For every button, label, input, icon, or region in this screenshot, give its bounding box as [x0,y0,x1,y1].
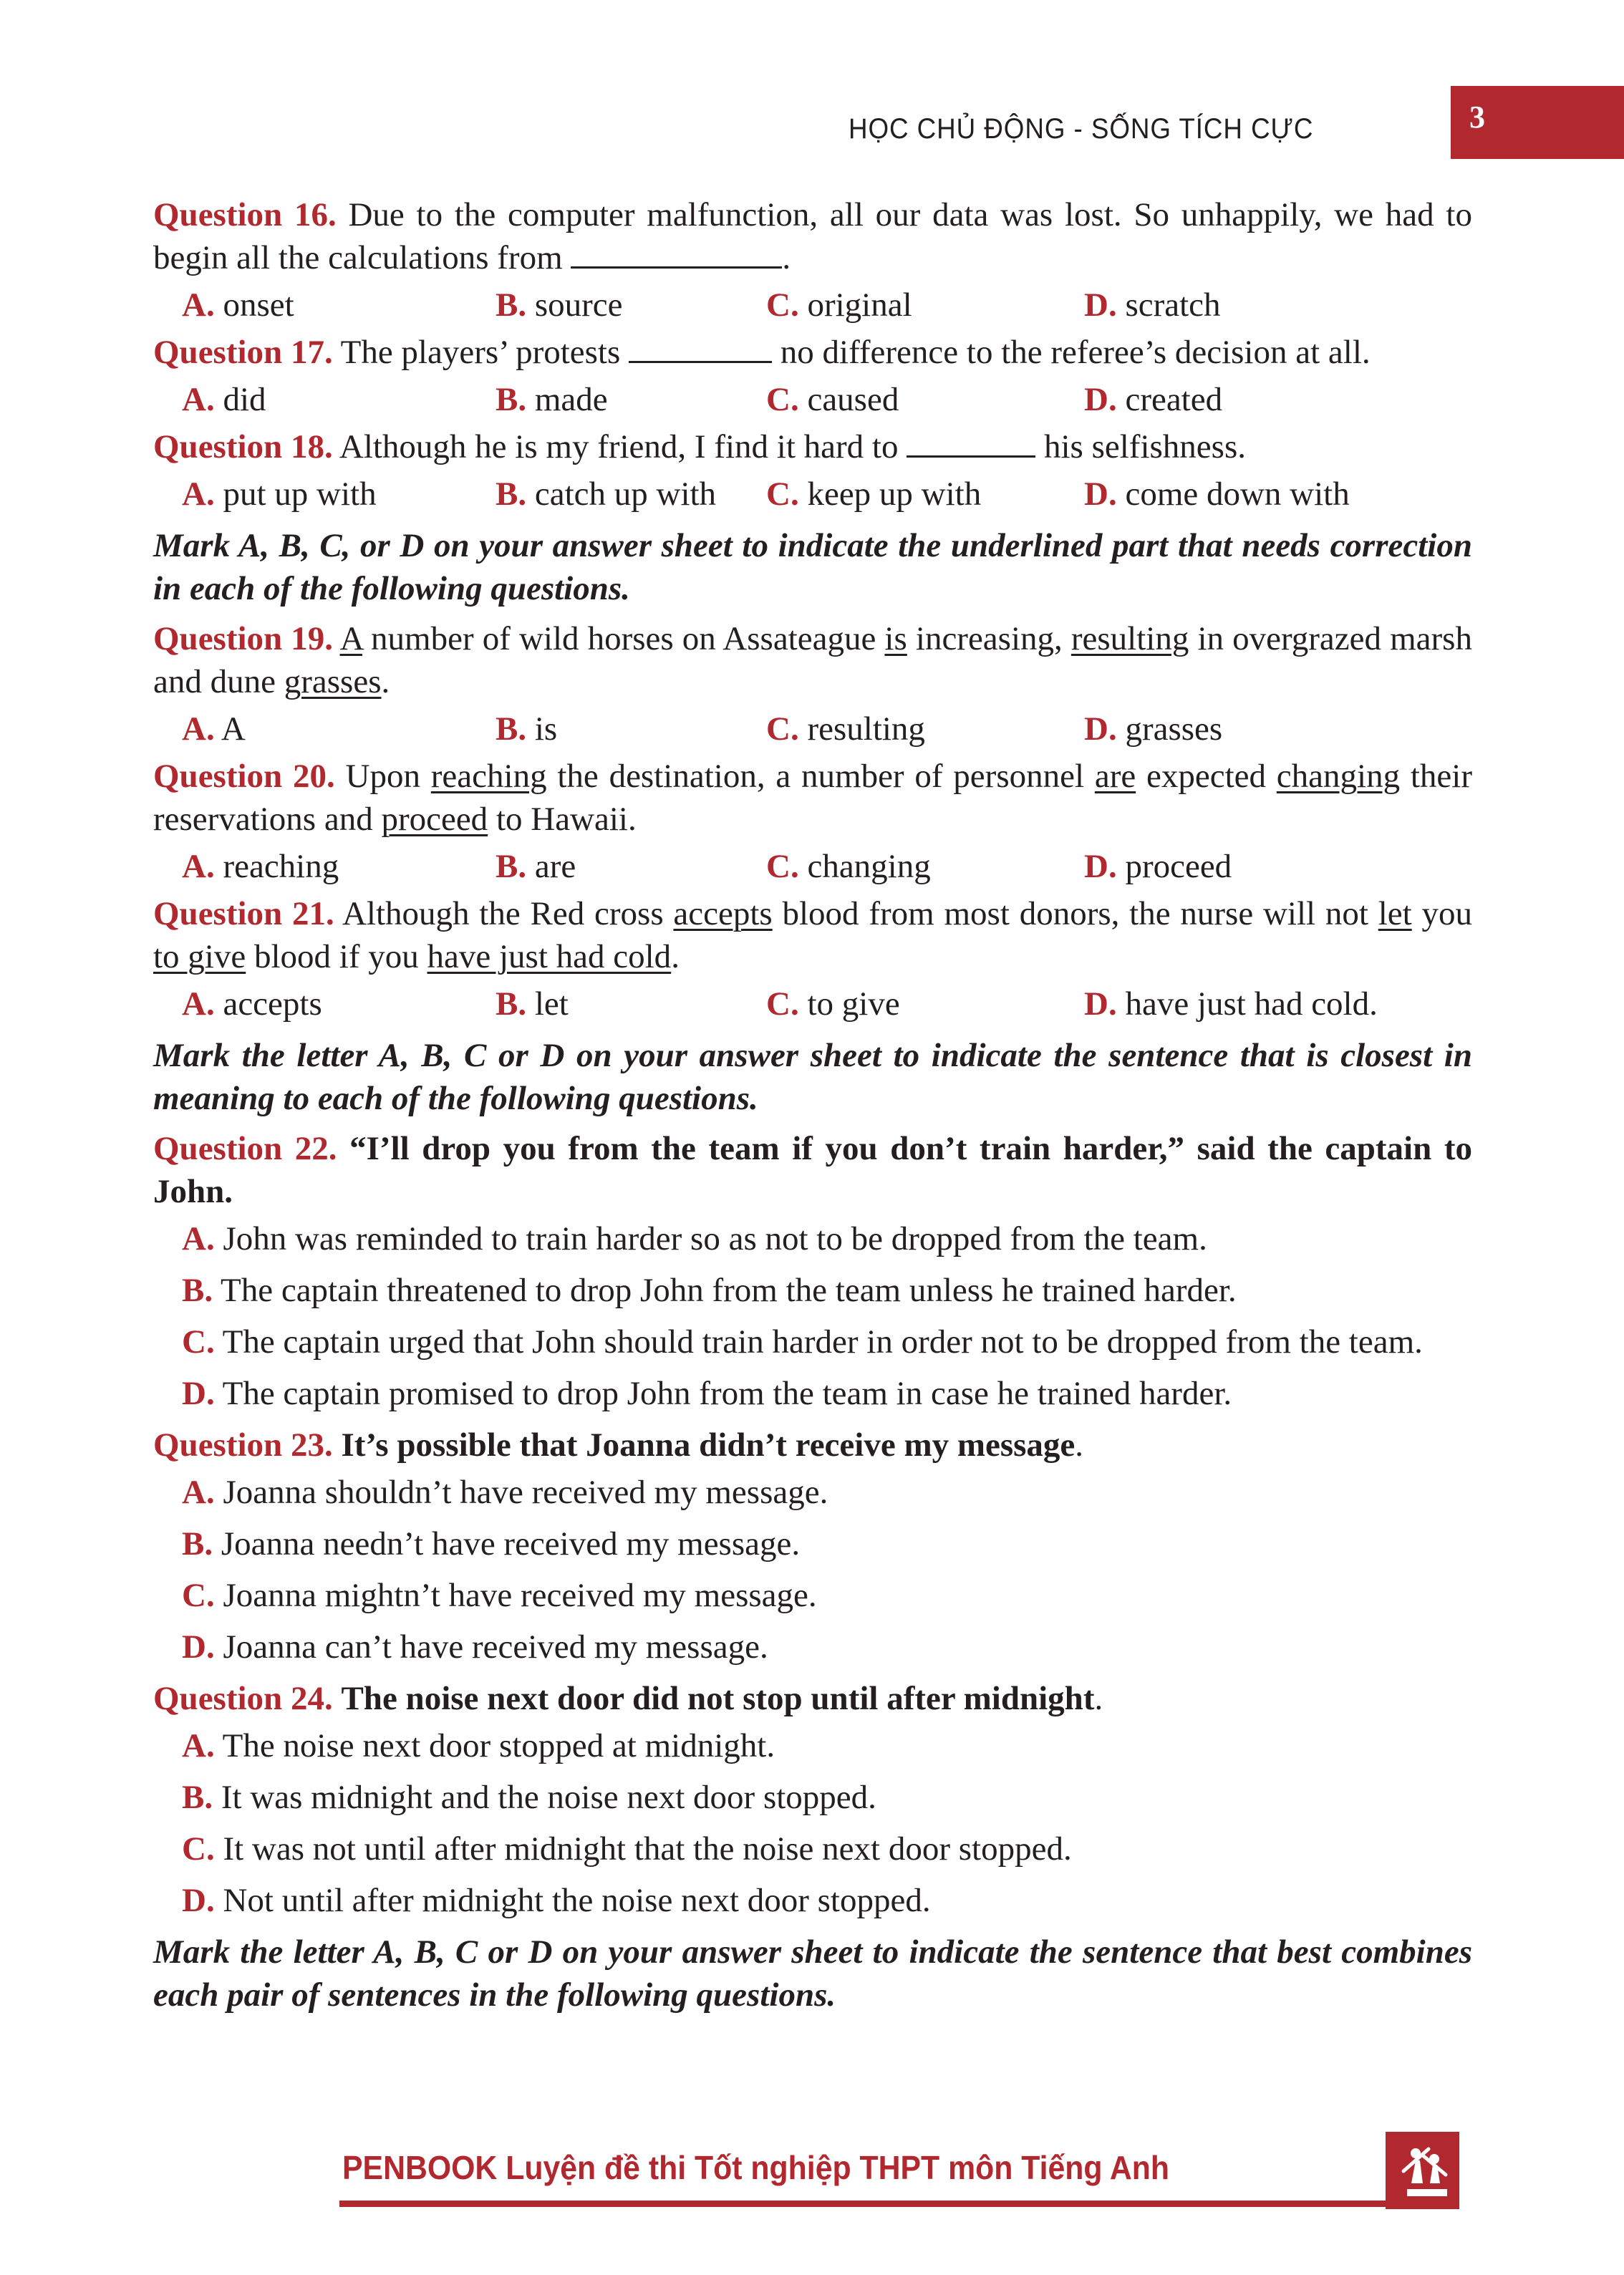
option-letter: B. [496,710,527,748]
underlined-part-d: proceed [381,801,488,838]
option-text: Joanna needn’t have received my message. [221,1525,801,1562]
question-text: Although he is my friend, I find it hard to [339,428,899,465]
option-letter: B. [182,1525,213,1562]
option-a[interactable] [182,284,294,327]
option-letter: D. [182,1882,215,1919]
question-22 [153,1127,1472,1415]
question-text: . [671,938,680,975]
option-text: proceed [1125,848,1232,885]
option-letter: B. [496,475,527,513]
question-text: Due to the computer malfunction, all our data was lost. So unhappily, we had to [348,196,1472,233]
question-label: Question 23. [153,1426,333,1464]
option-text: made [534,381,608,418]
option-text: resulting [807,710,925,748]
option-d[interactable] [1084,982,1378,1025]
option-text: keep up with [807,475,982,513]
option-a[interactable] [153,1724,1472,1767]
section-instruction-closest-meaning: Mark the letter A, B, C or D on your answer sheet to indicate the sentence that is closest in meaning to each of the following questions. [153,1037,1472,1117]
question-stem [153,331,1472,374]
question-text: . [381,663,390,700]
option-text: grasses [1125,710,1223,748]
option-text: caused [807,381,899,418]
options-row [153,279,1472,331]
option-b[interactable] [496,845,576,888]
option-text: scratch [1125,286,1221,324]
option-c[interactable] [153,1827,1472,1870]
option-a[interactable] [182,378,266,421]
option-text: is [534,710,558,748]
question-label: Question 17. [153,334,333,371]
option-b[interactable] [496,378,608,421]
options-list [153,1724,1472,1922]
question-text: you [1411,895,1473,932]
underlined-part-c: changing [1276,758,1401,795]
section-instruction-correction: Mark A, B, C, or D on your answer sheet to indicate the underlined part that needs correction in each of the following questions. [153,527,1472,607]
footer-rule [339,2201,1386,2207]
question-stem [153,617,1472,703]
option-letter: A. [182,381,215,418]
option-letter: A. [182,985,215,1023]
question-17 [153,331,1472,425]
question-stem [153,1127,1472,1213]
option-letter: D. [1084,286,1117,324]
option-b[interactable] [153,1522,1472,1565]
option-text: source [534,286,623,324]
question-text: Although the Red cross [342,895,674,932]
publisher-logo [1386,2132,1459,2209]
option-text: Joanna mightn’t have received my message. [223,1577,817,1614]
option-d[interactable] [1084,707,1222,750]
answer-blank [571,239,782,269]
question-21 [153,892,1472,1030]
question-text: begin all the calculations from [153,239,563,276]
option-text: let [534,985,569,1023]
option-a[interactable] [153,1217,1472,1260]
option-b[interactable] [496,284,623,327]
option-text: reaching [223,848,339,885]
option-b[interactable] [496,982,569,1025]
question-label: Question 16. [153,196,337,233]
option-text: The captain threatened to drop John from the team unless he trained harder. [221,1272,1237,1309]
option-text: It was not until after midnight that the noise next door stopped. [223,1830,1072,1868]
option-letter: D. [1084,475,1117,513]
question-18 [153,425,1472,520]
option-letter: C. [766,381,799,418]
option-letter: B. [182,1779,213,1816]
option-letter: C. [182,1830,215,1868]
question-label: Question 20. [153,758,335,795]
option-d[interactable] [1084,473,1350,516]
option-c[interactable] [766,378,899,421]
answer-blank [907,428,1035,458]
question-stem [153,892,1472,978]
option-a[interactable] [182,982,322,1025]
underlined-part-b: let [1378,895,1412,932]
option-letter: A. [182,475,215,513]
option-text: to give [807,985,900,1023]
underlined-part-d: have just had cold [427,938,672,975]
option-c[interactable] [766,982,900,1025]
question-stem [153,1677,1472,1720]
options-list [153,1217,1472,1415]
option-a[interactable] [182,707,246,750]
question-text: number of wild horses on Assateague [362,620,885,657]
option-text: The captain promised to drop John from the team in case he trained harder. [222,1375,1232,1412]
question-16 [153,193,1472,331]
underlined-part-a: A [339,620,362,657]
section-instruction-combine: Mark the letter A, B, C or D on your answer sheet to indicate the sentence that best combines each pair of sentences in the following questions. [153,1933,1472,2014]
option-text: accepts [223,985,322,1023]
option-letter: B. [496,381,527,418]
option-letter: B. [496,848,527,885]
option-text: It was midnight and the noise next door stopped. [221,1779,876,1816]
option-text: are [534,848,576,885]
option-letter: A. [182,710,215,748]
option-text: onset [223,286,294,324]
options-row [153,468,1472,520]
page-content [153,193,1472,2024]
option-text: Joanna can’t have received my message. [223,1628,768,1666]
option-text: The noise next door stopped at midnight. [222,1727,775,1764]
question-text: . [782,239,791,276]
question-label: Question 21. [153,895,334,932]
option-letter: D. [1084,381,1117,418]
question-text: their reservations and [153,758,1472,838]
question-text: his selfishness. [1043,428,1246,465]
question-text: The noise next door did not stop until after midnight [341,1680,1095,1717]
underlined-part-a: reaching [430,758,547,795]
option-text: did [223,381,266,418]
question-24 [153,1677,1472,1922]
option-letter: C. [182,1577,215,1614]
option-text: John was reminded to train harder so as not to be dropped from the team. [223,1220,1207,1257]
option-letter: D. [1084,848,1117,885]
option-text: Joanna shouldn’t have received my message. [223,1474,828,1511]
option-d[interactable] [153,1879,1472,1922]
option-b[interactable] [496,707,557,750]
option-c[interactable] [766,845,931,888]
underlined-part-c: to give [153,938,246,975]
option-text: Not until after midnight the noise next door stopped. [223,1882,931,1919]
question-stem [153,1424,1472,1467]
options-row [153,703,1472,755]
option-letter: D. [182,1628,215,1666]
underlined-part-c: resulting [1070,620,1189,657]
underlined-part-d: grasses [284,663,382,700]
option-d[interactable] [153,1372,1472,1415]
option-text: The captain urged that John should train harder in order not to be dropped from the team. [222,1323,1423,1361]
option-text: created [1125,381,1223,418]
two-figures-logo-icon [1386,2132,1459,2209]
options-list [153,1471,1472,1668]
option-d[interactable] [1084,378,1222,421]
question-stem [153,425,1472,468]
option-letter: A. [182,848,215,885]
question-23 [153,1424,1472,1668]
question-label: Question 18. [153,428,333,465]
option-letter: C. [766,710,799,748]
underlined-part-b: is [884,620,907,657]
option-letter: D. [182,1375,215,1412]
footer-title: PENBOOK Luyện đề thi Tốt nghiệp THPT môn Tiếng Anh [342,2149,1170,2186]
question-text: . [1094,1680,1103,1717]
option-letter: A. [182,1220,215,1257]
option-letter: C. [766,848,799,885]
question-text: to Hawaii. [488,801,637,838]
question-text: It’s possible that Joanna didn’t receive my message [341,1426,1076,1464]
question-stem [153,755,1472,841]
question-text: no difference to the referee’s decision at all. [780,334,1371,371]
page-number: 3 [1469,100,1485,135]
question-text: increasing, [907,620,1071,657]
option-letter: C. [182,1323,215,1361]
question-label: Question 24. [153,1680,333,1717]
question-20 [153,755,1472,892]
option-letter: C. [766,475,799,513]
option-d[interactable] [153,1626,1472,1668]
underlined-part-b: are [1094,758,1136,795]
question-text: “I’ll drop you from the team if you don’t train harder,” said the captain to John. [153,1130,1472,1210]
question-label: Question 19. [153,620,334,657]
question-text: the destination, a number of personnel [546,758,1095,795]
option-letter: C. [766,985,799,1023]
answer-blank [629,334,772,363]
question-label: Question 22. [153,1130,337,1167]
option-d[interactable] [1084,284,1221,327]
option-c[interactable] [766,707,925,750]
option-letter: C. [766,286,799,324]
option-text: put up with [223,475,377,513]
option-letter: A. [182,286,215,324]
option-a[interactable] [182,845,339,888]
option-letter: A. [182,1727,215,1764]
option-letter: B. [496,985,527,1023]
option-c[interactable] [153,1320,1472,1363]
question-text: The players’ protests [340,334,621,371]
option-a[interactable] [153,1471,1472,1514]
option-text: original [807,286,912,324]
question-text: blood if you [246,938,427,975]
page-number-box [1451,86,1624,159]
option-c[interactable] [153,1574,1472,1617]
option-d[interactable] [1084,845,1232,888]
option-letter: D. [1084,710,1117,748]
underlined-part-a: accepts [673,895,773,932]
question-text: . [1075,1426,1084,1464]
options-row [153,841,1472,892]
question-19 [153,617,1472,755]
option-b[interactable] [153,1776,1472,1819]
option-text: come down with [1125,475,1350,513]
question-text: blood from most donors, the nurse will not [772,895,1378,932]
option-text: A [221,710,246,748]
running-header: HỌC CHỦ ĐỘNG - SỐNG TÍCH CỰC [849,113,1314,145]
option-text: catch up with [534,475,717,513]
question-stem [153,193,1472,236]
option-letter: D. [1084,985,1117,1023]
question-text: Upon [345,758,431,795]
option-letter: B. [182,1272,213,1309]
option-c[interactable] [766,473,981,516]
option-letter: B. [496,286,527,324]
question-text: in overgrazed marsh and dune [153,620,1472,700]
options-row [153,978,1472,1030]
option-b[interactable] [496,473,716,516]
option-b[interactable] [153,1269,1472,1312]
option-a[interactable] [182,473,377,516]
option-text: have just had cold. [1125,985,1378,1023]
options-row [153,374,1472,425]
option-text: changing [807,848,931,885]
question-text: expected [1136,758,1277,795]
option-letter: A. [182,1474,215,1511]
question-stem-cont [153,236,1472,279]
option-c[interactable] [766,284,912,327]
